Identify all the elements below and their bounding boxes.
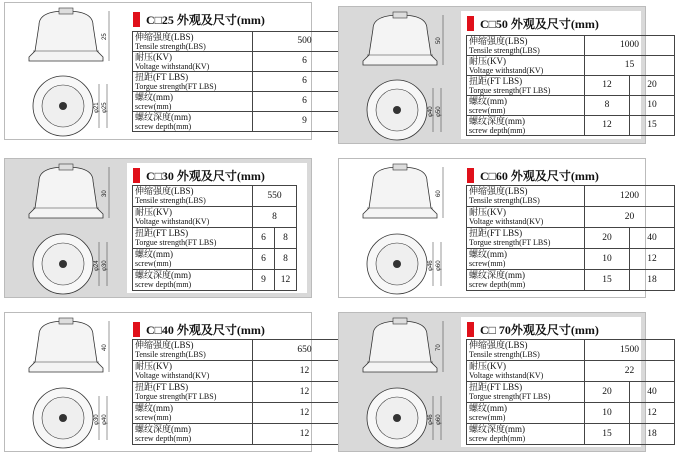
table-row <box>467 270 675 291</box>
diameter-label-d1: φ30 <box>94 414 100 425</box>
spec-value: 10 <box>585 249 630 270</box>
spec-value: 12 <box>630 403 675 424</box>
spec-label-en: Tensile strength(LBS) <box>135 41 206 51</box>
figure-area <box>5 159 127 297</box>
spec-label-en: screw depth(mm) <box>469 125 526 135</box>
diameter-label-d1: φ24 <box>94 260 100 271</box>
figure-area <box>339 159 461 297</box>
spec-area <box>461 163 657 293</box>
red-marker-icon <box>133 12 140 27</box>
insulator-drawing <box>339 159 461 299</box>
spec-value: 1000 <box>585 36 675 56</box>
table-row <box>133 270 297 291</box>
spec-area <box>127 7 312 135</box>
spec-value: 9 <box>253 112 357 132</box>
spec-label-cn: 扭距(FT LBS) <box>135 228 189 238</box>
panel-title <box>467 165 599 185</box>
spec-label-cn: 扭距(FT LBS) <box>469 228 523 238</box>
product-panel-c40 <box>4 312 312 452</box>
height-dimension-label: 40 <box>102 344 108 351</box>
height-dimension-label: 25 <box>102 33 108 40</box>
spec-label <box>467 361 585 382</box>
thread-hole <box>393 106 401 114</box>
panel-title <box>133 165 265 185</box>
insulator-drawing <box>5 3 127 141</box>
thread-insert-top <box>393 318 407 324</box>
table-row <box>467 76 675 96</box>
spec-value: 6 <box>253 249 275 270</box>
spec-label-en: screw depth(mm) <box>469 434 526 443</box>
red-marker-icon <box>133 322 140 337</box>
height-dimension-label: 30 <box>102 190 108 197</box>
table-row <box>133 424 357 445</box>
spec-label-cn: 扭距(FT LBS) <box>135 71 189 82</box>
spec-label-cn: 螺纹深度(mm) <box>135 111 191 122</box>
spec-label <box>467 340 585 361</box>
spec-label-en: Torgue strength(FT LBS) <box>469 85 551 95</box>
height-dimension-label: 70 <box>436 344 442 351</box>
thread-hole <box>59 414 67 422</box>
insulator-drawing <box>339 7 461 145</box>
spec-value: 650 <box>253 340 357 361</box>
spec-label <box>467 116 585 136</box>
spec-label-cn: 螺纹(mm) <box>135 91 173 102</box>
figure-area <box>339 7 461 143</box>
spec-label <box>133 270 253 291</box>
spec-value: 12 <box>585 76 630 96</box>
spec-label-en: Torgue strength(FT LBS) <box>135 81 217 91</box>
thread-insert-top <box>393 12 407 18</box>
insulator-side-view <box>363 167 437 218</box>
spec-value: 8 <box>253 207 297 228</box>
red-marker-icon <box>133 168 140 183</box>
panel-title-text: C□50 外观及尺寸(mm) <box>480 16 599 31</box>
spec-value: 12 <box>630 249 675 270</box>
spec-label <box>467 270 585 291</box>
spec-value: 6 <box>253 228 275 249</box>
spec-value: 12 <box>585 116 630 136</box>
product-panel-c30 <box>4 158 312 298</box>
spec-value: 12 <box>275 270 297 291</box>
product-panel-c60 <box>338 158 657 298</box>
spec-label-en: Voltage withstand(KV) <box>135 371 210 380</box>
spec-value: 20 <box>630 76 675 96</box>
spec-label-cn: 螺纹(mm) <box>135 403 173 413</box>
panel-title-text: C□60 外观及尺寸(mm) <box>480 168 599 183</box>
table-row <box>467 56 675 76</box>
diameter-label-d2: φ40 <box>102 414 108 425</box>
spec-label-cn: 扭距(FT LBS) <box>469 382 523 392</box>
spec-value: 8 <box>585 96 630 116</box>
insulator-side-view <box>29 11 103 61</box>
table-row <box>133 228 297 249</box>
product-panel-c70 <box>338 312 657 452</box>
thread-hole <box>393 260 401 268</box>
spec-value: 20 <box>585 207 675 228</box>
red-marker-icon <box>467 16 474 31</box>
spec-value: 18 <box>630 270 675 291</box>
spec-label-en: Torgue strength(FT LBS) <box>135 392 217 401</box>
spec-label <box>133 72 253 92</box>
table-row <box>133 92 357 112</box>
table-row <box>133 403 357 424</box>
thread-insert-top <box>59 318 73 324</box>
spec-value: 6 <box>253 52 357 72</box>
spec-label <box>467 207 585 228</box>
spec-value: 15 <box>585 424 630 445</box>
spec-label-cn: 伸缩强度(LBS) <box>135 31 194 42</box>
table-row <box>133 207 297 228</box>
spec-label <box>467 228 585 249</box>
spec-value: 18 <box>630 424 675 445</box>
table-row <box>467 424 675 445</box>
table-row <box>467 116 675 136</box>
product-panel-c50 <box>338 6 657 144</box>
table-row <box>467 340 675 361</box>
spec-label-cn: 耐压(KV) <box>469 55 506 66</box>
spec-label-en: Tensile strength(LBS) <box>469 196 540 205</box>
spec-label-en: Torgue strength(FT LBS) <box>469 238 551 247</box>
spec-label-cn: 耐压(KV) <box>135 51 172 62</box>
diameter-label-d2: φ60 <box>436 260 442 271</box>
spec-label <box>133 424 253 445</box>
spec-label-cn: 螺纹深度(mm) <box>469 270 525 280</box>
diameter-label-d2: φ30 <box>102 260 108 271</box>
spec-value: 15 <box>630 116 675 136</box>
spec-label-en: screw(mm) <box>469 259 506 268</box>
spec-label <box>467 56 585 76</box>
spec-label-en: screw(mm) <box>469 413 506 422</box>
table-row <box>467 249 675 270</box>
thread-hole <box>59 260 67 268</box>
figure-area <box>5 3 127 139</box>
height-dimension-label: 50 <box>436 37 442 44</box>
diameter-label-d1: φ46 <box>428 414 434 425</box>
spec-value: 12 <box>253 403 357 424</box>
spec-label-en: screw(mm) <box>469 105 506 115</box>
spec-value: 1500 <box>585 340 675 361</box>
spec-label <box>133 92 253 112</box>
spec-area <box>127 317 312 447</box>
spec-value: 6 <box>253 72 357 92</box>
spec-label-en: screw depth(mm) <box>135 121 192 131</box>
table-row <box>133 249 297 270</box>
spec-value: 12 <box>253 382 357 403</box>
spec-label-cn: 扭距(FT LBS) <box>469 75 523 86</box>
spec-label-cn: 耐压(KV) <box>135 361 172 371</box>
spec-label-en: Voltage withstand(KV) <box>135 61 210 71</box>
spec-label <box>133 186 253 207</box>
spec-label-en: Voltage withstand(KV) <box>469 371 544 380</box>
spec-table <box>132 339 357 445</box>
spec-label-en: Torgue strength(FT LBS) <box>469 392 551 401</box>
spec-value: 40 <box>630 228 675 249</box>
spec-label <box>467 424 585 445</box>
panel-title <box>133 9 265 29</box>
table-row <box>467 403 675 424</box>
spec-value: 20 <box>585 382 630 403</box>
diameter-label-d1: φ40 <box>428 106 434 117</box>
table-row <box>467 96 675 116</box>
panel-title <box>467 319 599 339</box>
insulator-side-view <box>363 321 437 372</box>
spec-label <box>133 382 253 403</box>
table-row <box>467 361 675 382</box>
spec-value: 15 <box>585 270 630 291</box>
table-row <box>133 361 357 382</box>
table-row <box>467 228 675 249</box>
table-row <box>467 207 675 228</box>
panel-title-text: C□40 外观及尺寸(mm) <box>146 322 265 337</box>
spec-value: 6 <box>253 92 357 112</box>
spec-label-en: screw(mm) <box>135 413 172 422</box>
thread-insert-top <box>393 164 407 170</box>
spec-label-en: screw depth(mm) <box>135 434 192 443</box>
spec-label <box>467 403 585 424</box>
spec-label <box>133 112 253 132</box>
spec-label-en: screw depth(mm) <box>135 280 192 289</box>
spec-label <box>133 361 253 382</box>
spec-area <box>127 163 307 293</box>
spec-label <box>133 340 253 361</box>
insulator-drawing <box>339 313 461 453</box>
spec-label-en: screw(mm) <box>135 101 172 111</box>
table-row <box>133 112 357 132</box>
table-row <box>133 382 357 403</box>
spec-label-en: Tensile strength(LBS) <box>469 45 540 55</box>
diameter-label-d1: φ46 <box>428 260 434 271</box>
panel-title-text: C□30 外观及尺寸(mm) <box>146 168 265 183</box>
spec-label-cn: 耐压(KV) <box>469 207 506 217</box>
table-row <box>467 36 675 56</box>
red-marker-icon <box>467 322 474 337</box>
insulator-side-view <box>29 167 103 218</box>
spec-label <box>467 76 585 96</box>
spec-label <box>133 249 253 270</box>
spec-value: 20 <box>585 228 630 249</box>
diameter-label-d2: φ50 <box>436 106 442 117</box>
spec-label-cn: 伸缩强度(LBS) <box>135 340 194 350</box>
spec-value: 15 <box>585 56 675 76</box>
spec-value: 10 <box>585 403 630 424</box>
spec-label-cn: 耐压(KV) <box>469 361 506 371</box>
spec-label <box>133 52 253 72</box>
spec-label <box>467 382 585 403</box>
figure-area <box>339 313 461 451</box>
diameter-label-d2: φ25 <box>102 102 108 113</box>
spec-value: 1200 <box>585 186 675 207</box>
spec-label <box>133 403 253 424</box>
spec-label-cn: 螺纹深度(mm) <box>469 424 525 434</box>
spec-label-cn: 伸缩强度(LBS) <box>469 35 528 46</box>
diameter-label-d2: φ60 <box>436 414 442 425</box>
spec-value: 550 <box>253 186 297 207</box>
spec-label-cn: 螺纹深度(mm) <box>135 424 191 434</box>
spec-table <box>466 339 675 445</box>
spec-label <box>133 207 253 228</box>
spec-label-en: Torgue strength(FT LBS) <box>135 238 217 247</box>
spec-table <box>466 35 675 136</box>
spec-value: 22 <box>585 361 675 382</box>
spec-label-en: Voltage withstand(KV) <box>469 217 544 226</box>
spec-label-cn: 螺纹(mm) <box>469 403 507 413</box>
spec-area <box>461 317 657 447</box>
spec-label-cn: 伸缩强度(LBS) <box>469 186 528 196</box>
table-row <box>133 52 357 72</box>
insulator-side-view <box>363 15 437 65</box>
spec-table <box>132 31 357 132</box>
panel-title-text: C□25 外观及尺寸(mm) <box>146 12 265 27</box>
spec-label <box>467 96 585 116</box>
spec-label-cn: 螺纹(mm) <box>135 249 173 259</box>
spec-value: 12 <box>253 424 357 445</box>
thread-hole <box>59 102 67 110</box>
spec-label <box>467 249 585 270</box>
table-row <box>133 186 297 207</box>
red-marker-icon <box>467 168 474 183</box>
spec-label-en: Tensile strength(LBS) <box>135 350 206 359</box>
spec-value: 500 <box>253 32 357 52</box>
spec-label-en: Voltage withstand(KV) <box>135 217 210 226</box>
spec-table <box>132 185 297 291</box>
spec-label <box>467 186 585 207</box>
spec-value: 10 <box>630 96 675 116</box>
table-row <box>133 72 357 92</box>
table-row <box>467 186 675 207</box>
spec-value: 12 <box>253 361 357 382</box>
panel-title <box>467 13 599 33</box>
height-dimension-label: 60 <box>436 190 442 197</box>
spec-value: 8 <box>275 249 297 270</box>
spec-value: 9 <box>253 270 275 291</box>
spec-value: 40 <box>630 382 675 403</box>
spec-label <box>133 32 253 52</box>
spec-label-en: Tensile strength(LBS) <box>135 196 206 205</box>
spec-label-en: Voltage withstand(KV) <box>469 65 544 75</box>
product-panel-c25 <box>4 2 312 140</box>
spec-area <box>461 11 657 139</box>
thread-insert-top <box>59 8 73 14</box>
spec-label-cn: 螺纹(mm) <box>469 95 507 106</box>
table-row <box>467 382 675 403</box>
spec-label <box>467 36 585 56</box>
spec-label-cn: 伸缩强度(LBS) <box>469 340 528 350</box>
spec-label-cn: 螺纹深度(mm) <box>469 115 525 126</box>
spec-label-en: screw depth(mm) <box>469 280 526 289</box>
spec-label-cn: 耐压(KV) <box>135 207 172 217</box>
insulator-side-view <box>29 321 103 372</box>
spec-value: 8 <box>275 228 297 249</box>
table-row <box>133 32 357 52</box>
spec-label-en: screw(mm) <box>135 259 172 268</box>
figure-area <box>5 313 127 451</box>
insulator-drawing <box>5 313 127 453</box>
panel-title <box>133 319 265 339</box>
spec-label-cn: 扭距(FT LBS) <box>135 382 189 392</box>
thread-insert-top <box>59 164 73 170</box>
diameter-label-d1: φ21 <box>94 102 100 113</box>
thread-hole <box>393 414 401 422</box>
spec-label-cn: 螺纹深度(mm) <box>135 270 191 280</box>
spec-label-cn: 伸缩强度(LBS) <box>135 186 194 196</box>
spec-label <box>133 228 253 249</box>
spec-label-cn: 螺纹(mm) <box>469 249 507 259</box>
insulator-drawing <box>5 159 127 299</box>
spec-table <box>466 185 675 291</box>
table-row <box>133 340 357 361</box>
spec-label-en: Tensile strength(LBS) <box>469 350 540 359</box>
panel-title-text: C□ 70外观及尺寸(mm) <box>480 322 599 337</box>
